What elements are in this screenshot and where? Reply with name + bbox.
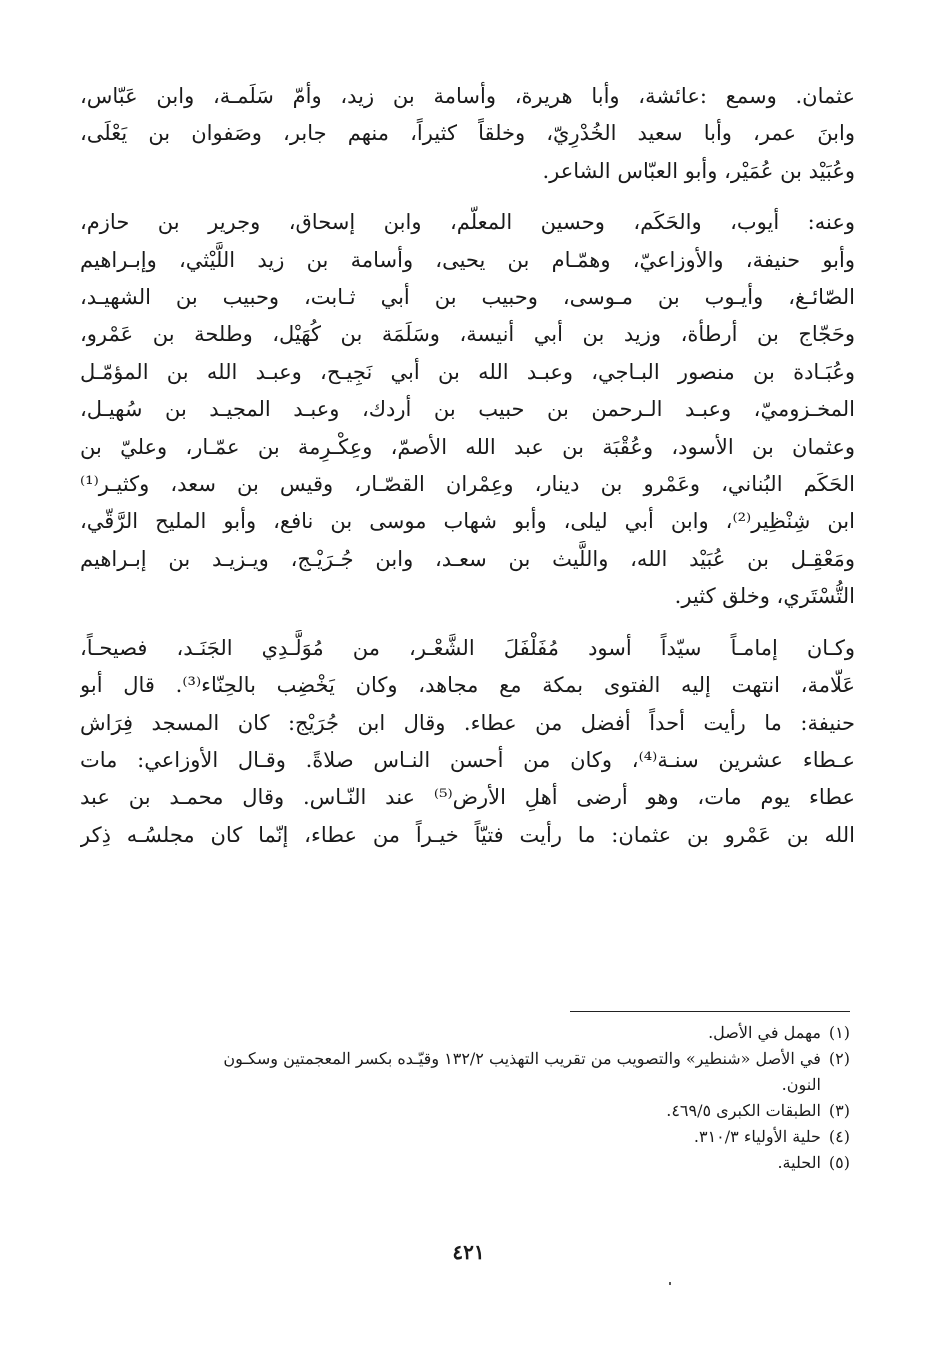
paragraph-2 — [80, 204, 855, 615]
footnote-line: في الأصل «شنطير» والتصويب من تقريب التهذيب ١٣٢/٢ وقيّـده بكسر المعجمتين وسكـون — [223, 1049, 821, 1068]
text-line: حنيفة: ما رأيت أحداً أفضل من عطاء. وقال ابن جُرَيْج: كان المسجد فِرَاش — [80, 710, 855, 735]
footnote-line: الطبقات الكبرى ٤٦٩/٥. — [666, 1101, 821, 1120]
paragraph-1 — [80, 78, 855, 190]
text-line: وعنه: أيوب، والحَكَم، وحسين المعلّم، وابن إسحاق، وجرير بن حازم، — [80, 210, 855, 235]
footnote-separator — [570, 1011, 850, 1012]
footnote-line: مهمل في الأصل. — [708, 1023, 821, 1042]
footnotes — [82, 1020, 850, 1176]
footnote-number: (٢) — [828, 1049, 850, 1068]
page-number: ٤٢١ — [452, 1240, 485, 1264]
text-line: ومَعْقِـل بن عُبَيْد الله، واللَّيث بن سعـد، وابن جُـرَيْـج، ويـزيـد بن إبـراهيم — [80, 546, 855, 571]
text-line: وعُبَـادة بن منصور البـاجي، وعبـد الله بن أبي نَجِيـح، وعبـد الله بن المؤمّـل — [80, 359, 855, 384]
text-line: المخـزوميّ، وعبـد الـرحمن بن حبيب بن أردك، وعبـد المجيـد بن سُهيـل، — [80, 397, 855, 422]
footnote-text — [82, 1124, 821, 1150]
footnote-number: (٣) — [828, 1101, 850, 1120]
footnote-number: (١) — [828, 1023, 850, 1042]
main-text — [80, 78, 855, 854]
footnote-text — [82, 1046, 821, 1098]
footnote-text — [82, 1098, 821, 1124]
footnote-text — [82, 1150, 821, 1176]
footnote-text — [82, 1020, 821, 1046]
text-line: ابن شِنْظِير⁽²⁾، وابن أبي ليلى، وأبو شهاب موسى بن نافع، وأبو المليح الرَّقّي، — [80, 509, 855, 534]
text-line: عَلّامة، انتهت إليه الفتوى بمكة مع مجاهد، وكان يَخْضِب بالحِنّاء⁽³⁾. قال أبو — [80, 673, 855, 698]
footnote — [82, 1150, 850, 1176]
text-line: وابنَ عمر، وأبا سعيد الخُدْرِيّ، وخلقاً كثيراً، منهم جابر، وصَفوان بن يَعْلَى، — [80, 121, 855, 146]
footnote — [82, 1098, 850, 1124]
footnote-line: النون. — [781, 1075, 821, 1094]
text-line: عثمان. وسمع :عائشة، وأبا هريرة، وأسامة بن زيد، وأمّ سَلَمـة، وابن عَبّاس، — [80, 84, 855, 108]
scan-speck — [669, 1282, 671, 1285]
footnote — [82, 1124, 850, 1150]
text-line: وأبو حنيفة، والأوزاعيّ، وهمّـام بن يحيى، وأسامة بن زيد اللَّيْثي، وإبـراهيم — [80, 247, 855, 272]
footnote-line: الحلية. — [777, 1153, 821, 1172]
text-line: وعُبَيْد بن عُمَيْر، وأبو العبّاس الشاعر. — [542, 158, 855, 183]
text-line: عطاء يوم مات، وهو أرضى أهلِ الأرض⁽⁵⁾ عند النّـاس. وقال محمـد بن عبد — [80, 785, 855, 810]
footnote — [82, 1020, 850, 1046]
text-line: وعثمان بن الأسود، وعُقْبَة بن عبد الله الأصمّ، وعِكْـرِمة بن عمّـار، وعليّ بن — [80, 434, 855, 459]
text-line: وكـان إمامـاً سيّداً أسود مُفَلْفَلَ الشَّعْـر، من مُوَلَّـدِي الجَنَـد، فصيحـاً، — [80, 635, 855, 660]
footnote-number: (٤) — [828, 1127, 850, 1146]
text-line: الصّائـغ، وأيـوب بن مـوسى، وحبيب بن أبي ثـابت، وحبيب بن الشهيـد، — [80, 285, 855, 310]
footnote-number: (٥) — [828, 1153, 850, 1172]
text-line: عـطاء عشرين سنـة⁽⁴⁾، وكان من أحسن النـاس صلاةً. وقـال الأوزاعي: مات — [80, 747, 855, 772]
footnote-line: حلية الأولياء ٣١٠/٣. — [693, 1127, 821, 1146]
text-line: الحَكَم البُناني، وعَمْرو بن دينار، وعِمْران القصّـار، وقيس بن سعد، وكثيـر⁽¹⁾ — [80, 472, 855, 497]
text-line: التُّسْتَري، وخلق كثير. — [674, 584, 855, 609]
text-line: الله بن عَمْرو بن عثمان: ما رأيت فتيّاً خيـراً من عطاء، إنّما كان مجلسُـه ذِكر — [80, 822, 855, 847]
text-line: وحَجّاج بن أرطأة، وزيد بن أبي أنيسة، وسَلَمَة بن كُهَيْل، وطلحة بن عَمْرو، — [80, 322, 855, 347]
footnote — [82, 1046, 850, 1098]
paragraph-3 — [80, 630, 855, 854]
